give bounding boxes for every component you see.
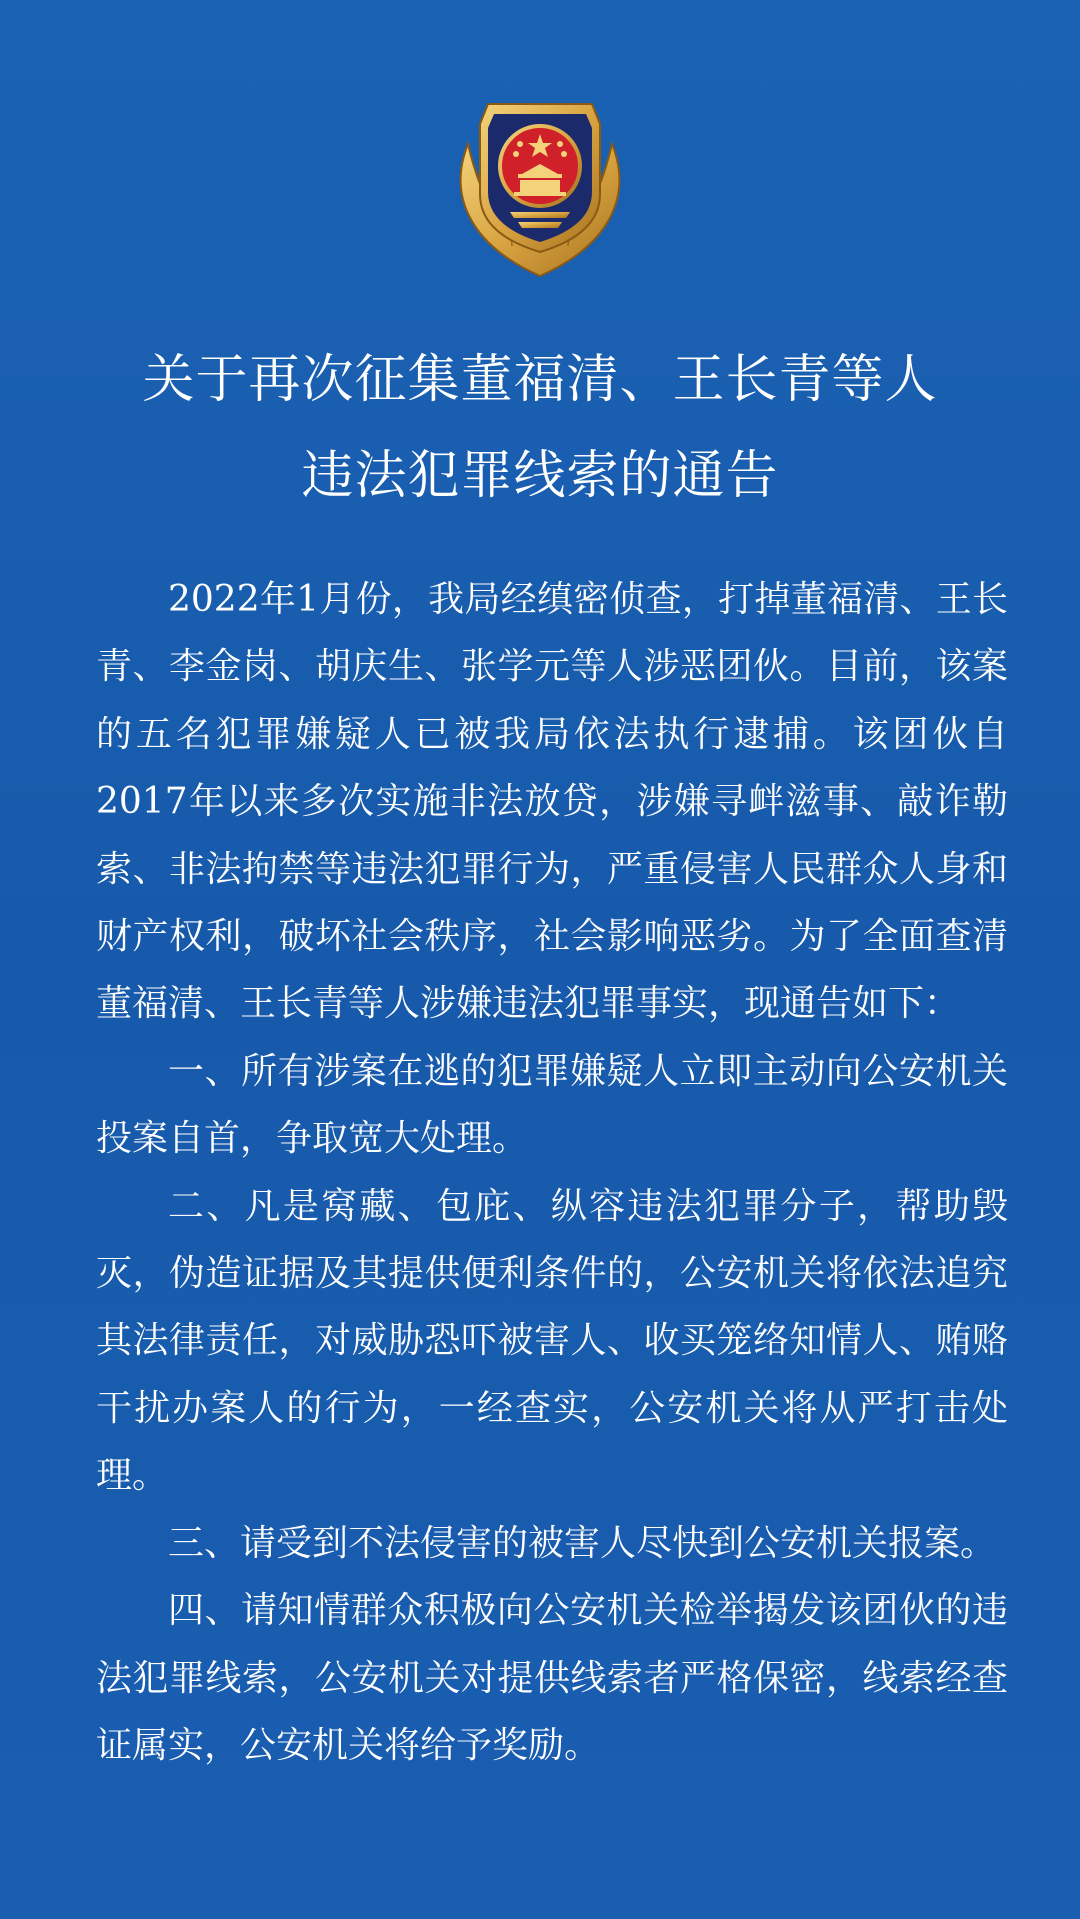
police-emblem-icon [448,84,632,280]
notice-body [96,566,1008,1779]
paragraph-item-2: 二、凡是窝藏、包庇、纵容违法犯罪分子，帮助毁灭，伪造证据及其提供便利条件的，公安机关将依法追究其法律责任，对威胁恐吓被害人、收买笼络知情人、贿赂干扰办案人的行为，一经查实，公安机关将从严打击处理。 [96,1185,1008,1497]
paragraph-item-4: 四、请知情群众积极向公安机关检举揭发该团伙的违法犯罪线索，公安机关对提供线索者严格保密，线索经查证属实，公安机关将给予奖励。 [96,1590,1008,1766]
notice-title-line-1: 关于再次征集董福清、王长青等人 [142,350,938,410]
paragraph-item-3: 三、请受到不法侵害的被害人尽快到公安机关报案。 [168,1522,997,1564]
paragraph-intro: 2022年1月份，我局经缜密侦查，打掉董福清、王长青、李金岗、胡庆生、张学元等人涉恶团伙。目前，该案的五名犯罪嫌疑人已被我局依法执行逮捕。该团伙自2017年以来多次实施非法放贷，涉嫌寻衅滋事、敲诈勒索、非法拘禁等违法犯罪行为，严重侵害人民群众人身和财产权利，破坏社会秩序，社会影响恶劣。为了全面查清董福清、王长青等人涉嫌违法犯罪事实，现通告如下： [96,579,1008,1025]
notice-title-line-2: 违法犯罪线索的通告 [301,446,779,506]
paragraph-item-1: 一、所有涉案在逃的犯罪嫌疑人立即主动向公安机关投案自首，争取宽大处理。 [96,1050,1008,1160]
